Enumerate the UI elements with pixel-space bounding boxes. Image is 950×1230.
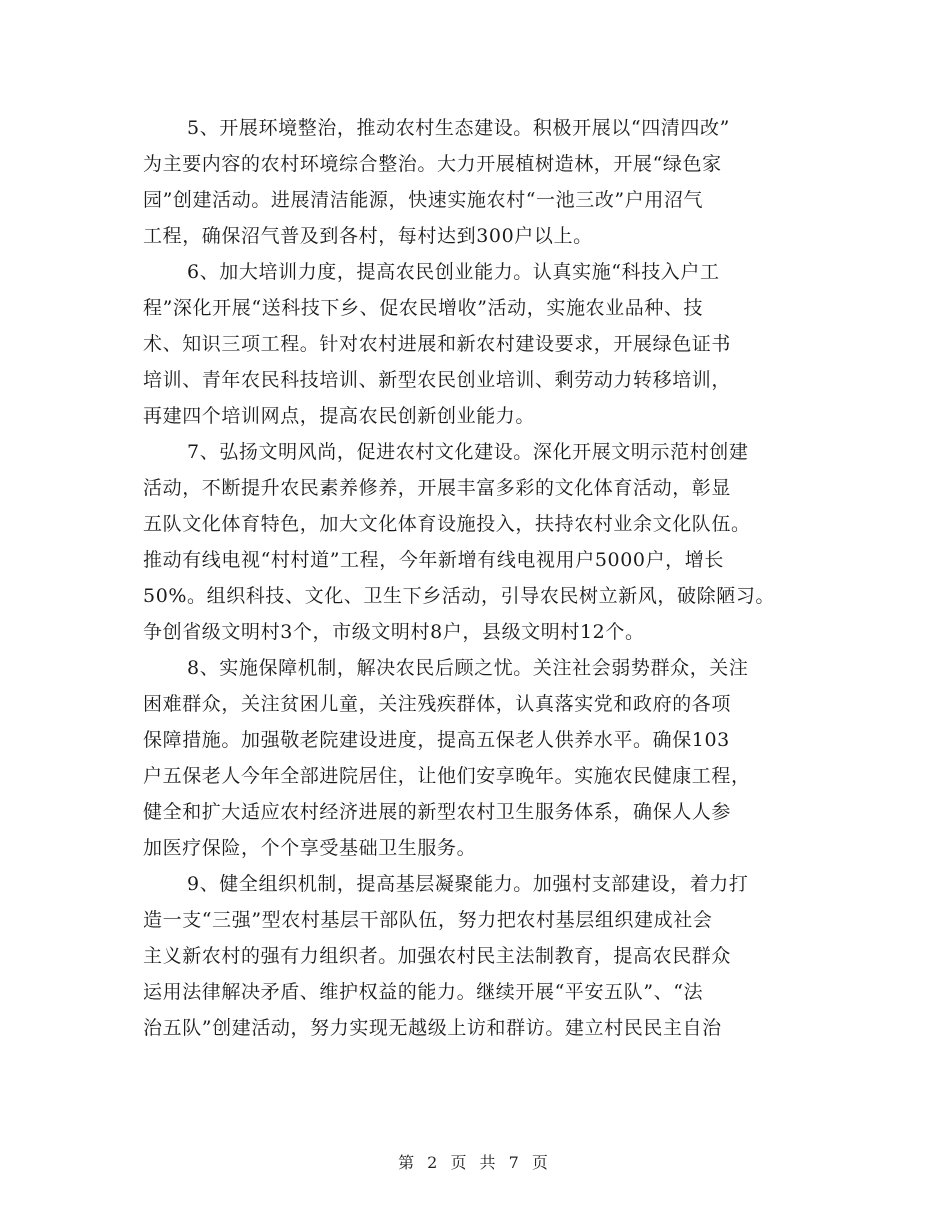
text-line: 户五保老人今年全部进院居住，让他们安享晚年。实施农民健康工程， — [143, 765, 751, 787]
paragraph-5 — [143, 110, 815, 254]
text-line: 困难群众，关注贫困儿童，关注残疾群体，认真落实党和政府的各项 — [143, 693, 732, 715]
text-line: 50%。组织科技、文化、卫生下乡活动，引导农民树立新风，破除陋习。 — [143, 585, 776, 607]
text-line: 为主要内容的农村环境综合整治。大力开展植树造林，开展“绿色家 — [143, 153, 722, 175]
text-line: 6、加大培训力度，提高农民创业能力。认真实施“科技入户工 — [187, 261, 720, 283]
text-line: 术、知识三项工程。针对农村进展和新农村建设要求，开展绿色证书 — [143, 333, 732, 355]
text-line: 五队文化体育特色，加大文化体育设施投入，扶持农村业余文化队伍。 — [143, 513, 751, 535]
text-line: 主义新农村的强有力组织者。加强农村民主法制教育，提高农民群众 — [143, 945, 732, 967]
paragraph-9 — [143, 866, 815, 1046]
text-line: 9、健全组织机制，提高基层凝聚能力。加强村支部建设，着力打 — [187, 873, 749, 895]
text-line: 培训、青年农民科技培训、新型农民创业培训、剩劳动力转移培训， — [143, 369, 732, 391]
text-line: 活动，不断提升农民素养修养，开展丰富多彩的文化体育活动，彰显 — [143, 477, 732, 499]
text-line: 5、开展环境整治，推动农村生态建设。积极开展以“四清四改” — [187, 117, 730, 139]
text-line: 工程，确保沼气普及到各村，每村达到300户以上。 — [143, 225, 593, 247]
text-line: 推动有线电视“村村道”工程，今年新增有线电视用户5000户，增长 — [143, 549, 724, 571]
text-line: 保障措施。加强敬老院建设进度，提高五保老人供养水平。确保103 — [143, 729, 730, 751]
paragraph-7 — [143, 434, 815, 650]
text-line: 园”创建活动。进展清洁能源，快速实施农村“一池三改”户用沼气 — [143, 189, 704, 211]
text-line: 运用法律解决矛盾、维护权益的能力。继续开展“平安五队”、“法 — [143, 981, 704, 1003]
text-line: 7、弘扬文明风尚，促进农村文化建设。深化开展文明示范村创建 — [187, 441, 749, 463]
text-line: 程”深化开展“送科技下乡、促农民增收”活动，实施农业品种、技 — [143, 297, 704, 319]
text-line: 争创省级文明村3个，市级文明村8户，县级文明村12个。 — [143, 621, 645, 643]
paragraph-6 — [143, 254, 815, 434]
document-body — [143, 110, 815, 1046]
text-line: 健全和扩大适应农村经济进展的新型农村卫生服务体系，确保人人参 — [143, 801, 732, 823]
paragraph-8 — [143, 650, 815, 866]
page-number: 第 2 页 共 7 页 — [398, 1153, 552, 1172]
text-line: 加医疗保险，个个享受基础卫生服务。 — [143, 837, 477, 859]
text-line: 再建四个培训网点，提高农民创新创业能力。 — [143, 405, 536, 427]
text-line: 8、实施保障机制，解决农民后顾之忧。关注社会弱势群众，关注 — [187, 657, 749, 679]
text-line: 治五队”创建活动，努力实现无越级上访和群访。建立村民民主自治 — [143, 1017, 722, 1039]
text-line: 造一支“三强”型农村基层干部队伍，努力把农村基层组织建成社会 — [143, 909, 713, 931]
